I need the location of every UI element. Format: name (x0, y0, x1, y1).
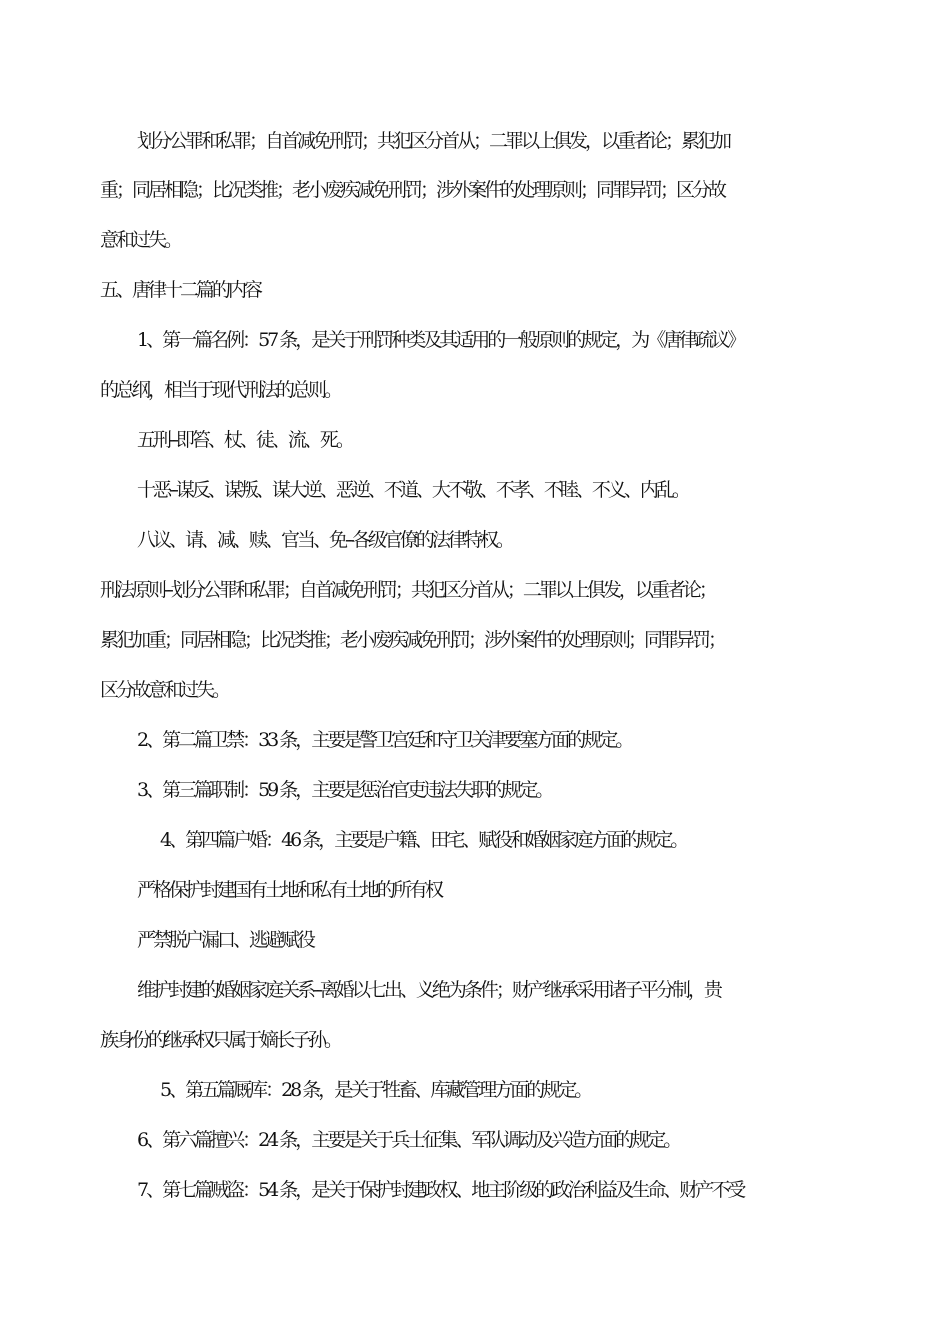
text-line: 维护封建的婚姻家庭关系--离婚以七出、义绝为条件；财产继承采用诸子平分制，贵 (137, 979, 720, 1001)
text-line: 严格保护封建国有土地和私有土地的所有权 (137, 879, 442, 901)
text-line: 7、第七篇贼盗：54 条，是关于保护封建政权、地主阶级的政治利益及生命、财产不受 (137, 1179, 744, 1201)
text-line: 6、第六篇擅兴：24 条，主要是关于兵士征集、军队调动及兴造方面的规定。 (137, 1129, 680, 1151)
text-line: 严禁脱户漏口、逃避赋役 (137, 929, 314, 951)
text-line: 5、第五篇厩库：28 条，是关于牲畜、库藏管理方面的规定。 (160, 1079, 591, 1101)
text-line: 十恶--谋反、谋叛、谋大逆、恶逆、不道、大不敬、不孝、不睦、不义、内乱。 (137, 479, 688, 501)
text-line: 4、第四篇户婚：46 条，主要是户籍、田宅、赋役和婚姻家庭方面的规定。 (160, 829, 687, 851)
text-line: 3、第三篇职制：59 条，主要是惩治官吏违法失职的规定。 (137, 779, 552, 801)
text-line: 五刑--即笞、杖、徒、流、死。 (137, 429, 352, 451)
text-line: 累犯加重；同居相隐；比况类推；老小废疾减免刑罚；涉外案件的处理原则；同罪异罚； (100, 629, 725, 651)
text-line: 意和过失。 (100, 229, 181, 251)
section-heading: 五、唐律十二篇的内容 (100, 279, 261, 301)
text-line: 族身份的继承权只属于嫡长子孙。 (100, 1029, 341, 1051)
text-line: 重；同居相隐；比况类推；老小废疾减免刑罚；涉外案件的处理原则；同罪异罚；区分故 (100, 179, 725, 201)
text-line: 八议、请、减、赎、官当、免--各级官僚的法律特权。 (137, 529, 512, 551)
text-line: 2、第二篇卫禁：33 条，主要是警卫宫廷和守卫关津要塞方面的规定。 (137, 729, 632, 751)
text-line: 刑法原则--划分公罪和私罪；自首减免刑罚；共犯区分首从；二罪以上俱发，以重者论； (100, 579, 715, 601)
text-line: 划分公罪和私罪；自首减免刑罚；共犯区分首从；二罪以上俱发，以重者论；累犯加 (137, 130, 730, 152)
text-line: 区分故意和过失。 (100, 679, 229, 701)
text-line: 1、第一篇名例：57 条，是关于刑罚种类及其适用的一般原则的规定，为《唐律疏议》 (137, 329, 744, 351)
text-line: 的总纲，相当于现代刑法的总则。 (100, 379, 341, 401)
